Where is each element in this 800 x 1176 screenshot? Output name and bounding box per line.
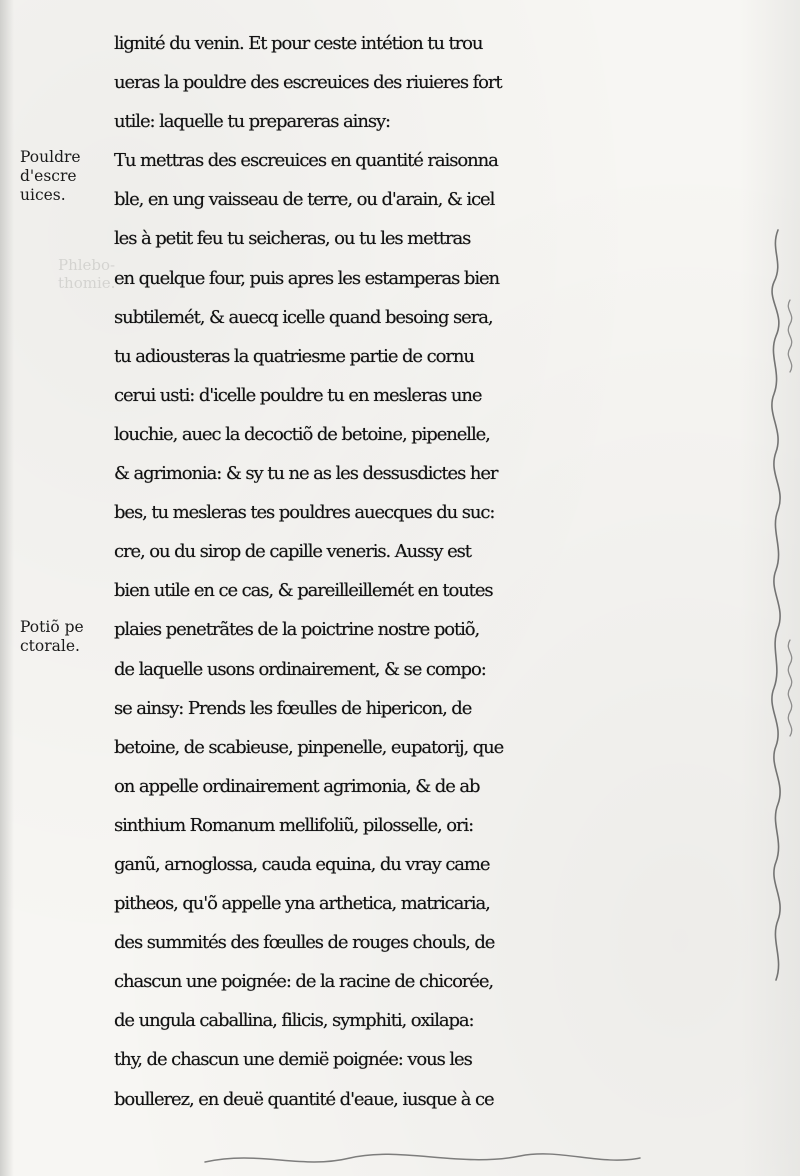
bleed-through-line: Phlebo- [58,256,116,274]
text-line: boullerez, en deuë quantité d'eaue, iusque à ce [114,1088,494,1110]
text-line: bes, tu mesleras tes pouldres auecques du suc: [114,502,495,524]
text-line: pitheos, qu'õ appelle yna arthetica, matricaria, [114,893,490,915]
text-line: thy, de chascun une demië poignée: vous les [114,1049,472,1071]
text-line: se ainsy: Prends les fœulles de hipericon, de [114,697,472,719]
text-line: cre, ou du sirop de capille veneris. Aussy est [114,541,471,563]
text-line: utile: laquelle tu prepareras ainsy: [114,111,391,133]
text-line: cerui usti: d'icelle pouldre tu en mesleras une [114,384,482,406]
margin-note-line: d'escre [20,167,77,185]
text-line: bien utile en ce cas, & pareilleillemét en toutes [114,580,493,602]
text-line: lignité du venin. Et pour ceste intétion tu trou [114,33,483,54]
margin-note-line: uices. [20,186,66,204]
margin-note-line: ctorale. [20,637,80,655]
text-line: ganũ, arnoglossa, cauda equina, du vray came [114,853,490,875]
text-line: sinthium Romanum mellifoliũ, pilosselle, ori: [114,814,474,836]
text-line: les à petit feu tu seicheras, ou tu les mettras [114,228,471,250]
text-line: on appelle ordinairement agrimonia, & de ab [114,775,480,797]
text-line: en quelque four, puis apres les estamperas bien [114,267,500,289]
margin-note-line: Potiõ pe [20,618,84,636]
margin-note-line: Pouldre [20,148,81,166]
text-line: tu adiousteras la quatriesme partie de cornu [114,345,474,367]
bleed-through-line: thomie. [58,274,116,292]
text-line: louchie, auec la decoctiõ de betoine, pipenelle, [114,423,490,445]
text-line: Tu mettras des escreuices en quantité raisonna [114,150,498,172]
text-line: de ungula caballina, filicis, symphiti, oxilapa: [114,1010,474,1032]
text-line: ble, en ung vaisseau de terre, ou d'arain, & icel [114,189,495,211]
text-line: ueras la pouldre des escreuices des riuieres fort [114,72,502,94]
pencil-scribble-squiggle [788,300,791,736]
text-line: de laquelle usons ordinairement, & se compo: [114,658,486,680]
text-line: & agrimonia: & sy tu ne as les dessusdictes her [114,463,498,485]
text-line: des summités des fœulles de rouges chouls, de [114,932,495,954]
text-line: plaies penetrãtes de la poictrine nostre potiõ, [114,619,480,641]
text-line: subtilemét, & auecq icelle quand besoing sera, [114,306,493,328]
text-line: chascun une poignée: de la racine de chicorée, [114,971,494,993]
pencil-scribble-bottom [205,1154,640,1162]
text-line: betoine, de scabieuse, pinpenelle, eupatorij, que [114,736,504,758]
pencil-scribble-margin [772,230,780,980]
